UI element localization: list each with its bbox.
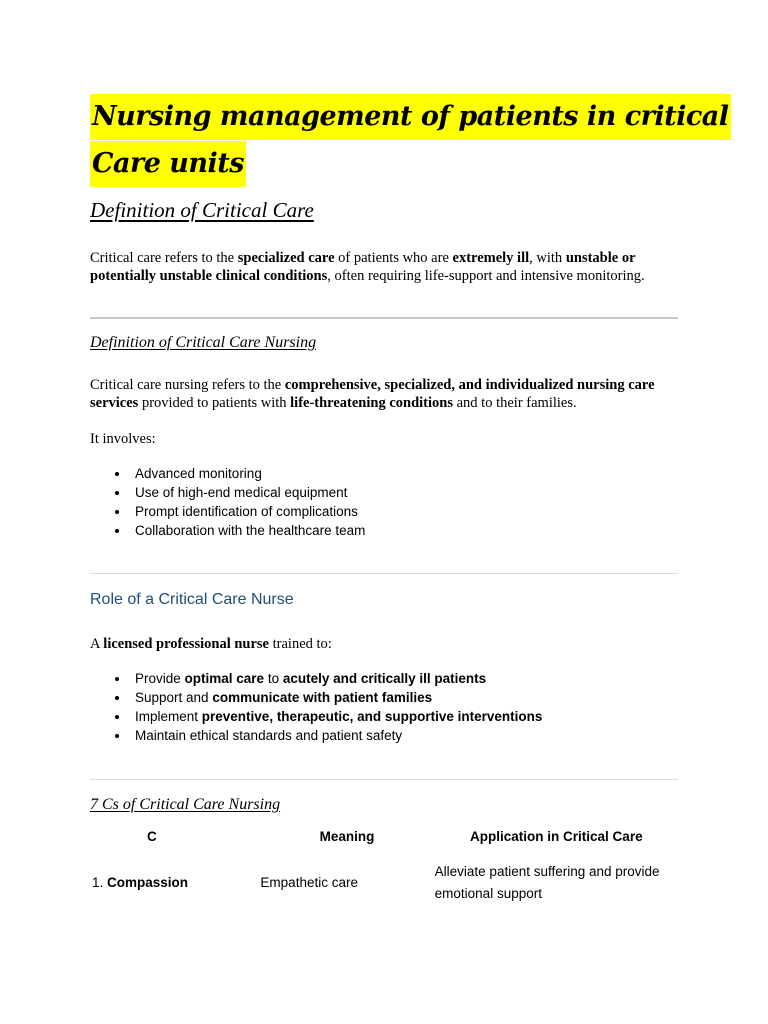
row-number: 1. [92,875,108,890]
list-item: Advanced monitoring [90,464,365,483]
text-run: and to their families. [453,395,577,411]
seven-cs-heading: 7 Cs of Critical Care Nursing [90,796,281,813]
bold-run: preventive, therapeutic, and supportive interventions [201,709,543,724]
list-item [90,707,542,726]
c-term: Compassion [107,875,189,890]
list-item: Prompt identification of complications [90,502,365,521]
bold-run: comprehensive, specialized, and individualized nursing care services [90,377,655,411]
application-cell: Alleviate patient suffering and provide emotional support [434,864,660,901]
bold-run: life-threatening conditions [290,395,453,411]
text-run: Critical care nursing refers to the [90,377,285,393]
bold-run: extremely ill [452,250,530,266]
nursing-definition-heading: Definition of Critical Care Nursing [90,334,317,351]
table-header-row [90,822,678,850]
list-item [90,669,542,688]
bold-run: acutely and critically ill patients [282,671,487,686]
involves-list [90,464,365,540]
document-title-line-1: Nursing management of patients in critical [90,94,731,140]
table-row [90,850,678,916]
role-heading: Role of a Critical Care Nurse [90,591,294,608]
column-header-c: C [147,828,157,844]
list-item [90,726,542,745]
text-run: provided to patients with [138,395,291,411]
list-item: Collaboration with the healthcare team [90,521,365,540]
bold-run: specialized care [237,250,335,266]
column-header-meaning: Meaning [319,828,375,844]
section-divider [90,317,678,319]
text-run: Critical care refers to the [90,250,238,266]
document-title-line-2: Care units [90,141,246,187]
definition-paragraph [90,249,680,285]
list-item: Use of high-end medical equipment [90,483,365,502]
bold-run: unstable or potentially unstable clinical conditions [90,250,636,284]
text-run: of patients who are [334,250,453,266]
seven-cs-table [90,822,678,916]
bold-run: optimal care [184,671,265,686]
text-run: A [90,636,104,652]
bold-run: licensed professional nurse [103,636,269,652]
nursing-definition-paragraph [90,376,680,412]
text-run: to [264,671,283,686]
section-divider [90,573,678,574]
text-run: , with [529,250,566,266]
list-item [90,688,542,707]
c-cell [90,850,259,916]
bold-run: communicate with patient families [212,690,433,705]
text-run: Implement [135,709,202,724]
role-list [90,669,542,745]
meaning-cell: Empathetic care [260,875,358,890]
text-run: Provide [135,671,185,686]
section-divider [90,779,678,780]
role-intro [90,635,680,653]
text-run: Support and [135,690,213,705]
definition-heading: Definition of Critical Care [90,198,314,222]
text-run: Maintain ethical standards and patient safety [135,728,403,743]
text-run: trained to: [269,636,332,652]
column-header-application: Application in Critical Care [470,828,643,844]
involves-label: It involves: [90,431,156,447]
text-run: , often requiring life-support and intensive monitoring. [327,268,645,284]
